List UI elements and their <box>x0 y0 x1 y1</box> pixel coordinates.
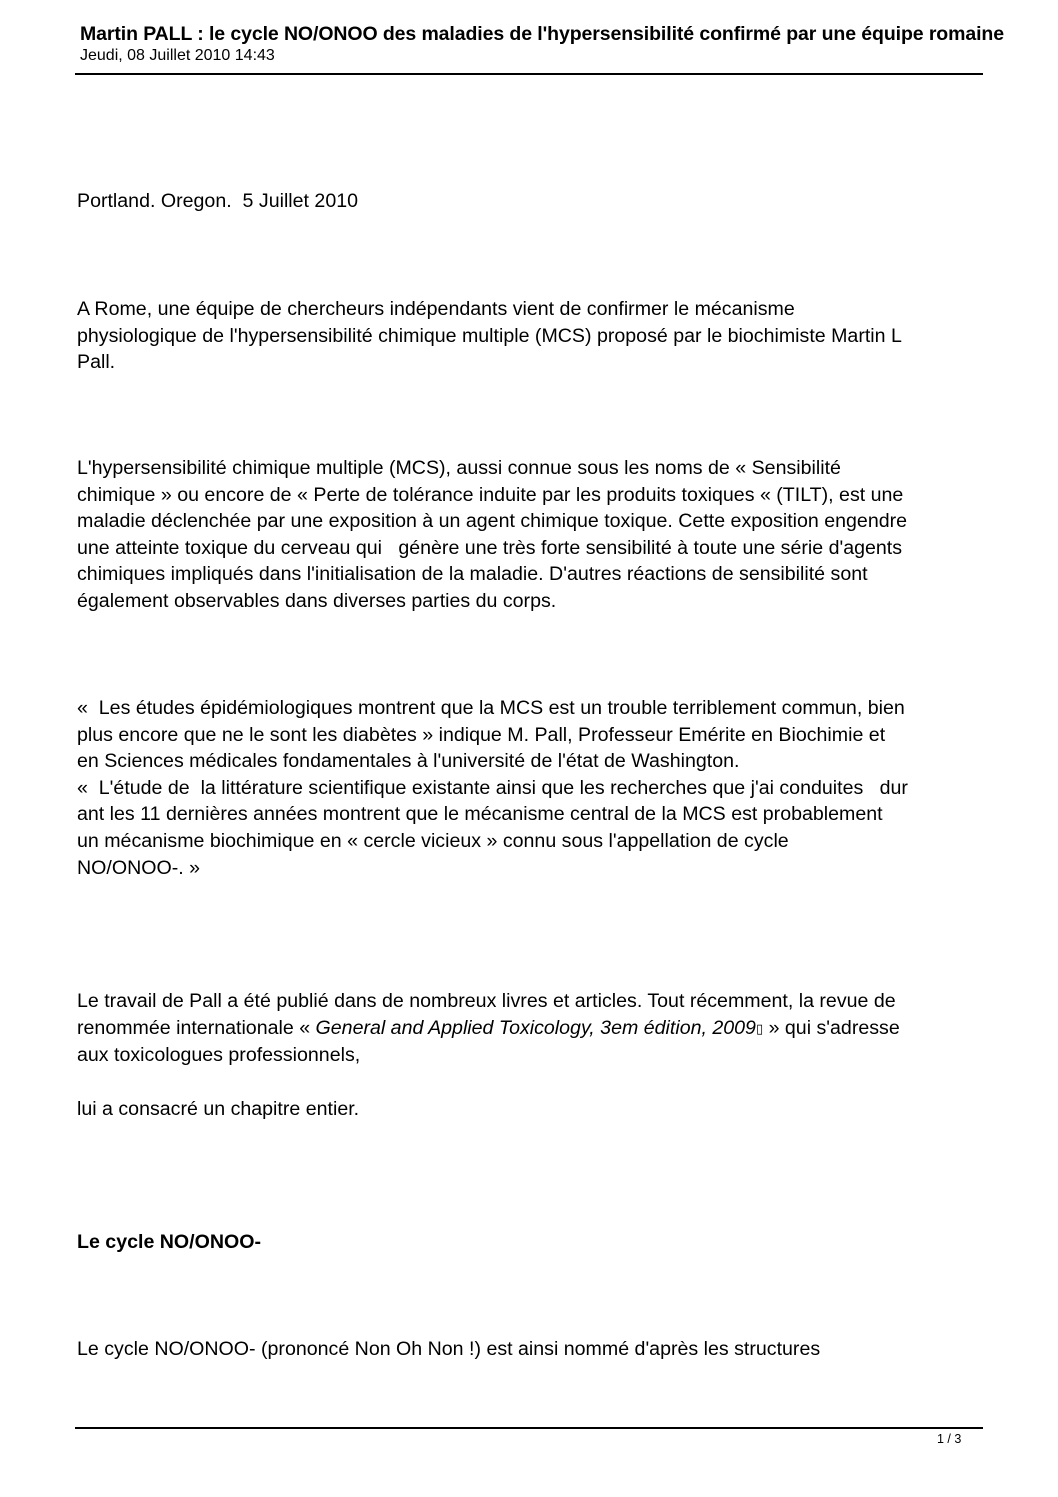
section-heading-text: Le cycle NO/ONOO- <box>77 1231 262 1253</box>
page-number: 1 / 3 <box>937 1432 962 1446</box>
paragraph-line: chimiques impliqués dans l'initialisation de la maladie. D'autres réactions de sensibilité sont <box>77 563 868 586</box>
paragraph-line: physiologique de l'hypersensibilité chimique multiple (MCS) proposé par le biochimiste Martin L <box>77 324 902 347</box>
paragraph-2 <box>77 455 997 615</box>
paragraph-line-with-citation <box>77 1015 997 1043</box>
paragraph-line: également observables dans diverses parties du corps. <box>77 589 557 612</box>
paragraph-line: une atteinte toxique du cerveau qui génère une très forte sensibilité à toute une série d'agents <box>77 536 903 559</box>
paragraph-6 <box>77 1336 997 1363</box>
paragraph-line: A Rome, une équipe de chercheurs indépendants vient de confirmer le mécanisme <box>77 298 795 320</box>
missing-glyph-icon: ▯ <box>755 1020 764 1036</box>
paragraph-line: maladie déclenchée par une exposition à un agent chimique toxique. Cette exposition engendre <box>77 510 908 533</box>
paragraph-line: ant les 11 dernières années montrent que le mécanisme central de la MCS est probablement <box>77 803 883 826</box>
paragraph-line: « Les études épidémiologiques montrent que la MCS est un trouble terriblement commun, bien <box>77 697 905 719</box>
paragraph-4 <box>77 988 997 1069</box>
paragraph-line: plus encore que ne le sont les diabètes » indique M. Pall, Professeur Emérite en Biochimie et <box>77 723 886 746</box>
paragraph-5 <box>77 1096 997 1123</box>
paragraph-line: en Sciences médicales fondamentales à l'université de l'état de Washington. <box>77 750 740 773</box>
paragraph-line: Pall. <box>77 351 116 374</box>
paragraph-3-quote <box>77 695 997 881</box>
article-title: Martin PALL : le cycle NO/ONOO des maladies de l'hypersensibilité confirmé par une équipe romaine <box>80 23 1004 45</box>
paragraph-line: L'hypersensibilité chimique multiple (MCS), aussi connue sous les noms de « Sensibilité <box>77 457 841 479</box>
paragraph-line: aux toxicologues professionnels, <box>77 1044 361 1067</box>
page-header <box>80 22 1040 66</box>
citation-prefix: renommée internationale « <box>77 1016 316 1039</box>
footer-divider <box>75 1427 983 1429</box>
journal-citation: General and Applied Toxicology, 3em édition, 2009 <box>315 1016 756 1039</box>
paragraph-line: Le travail de Pall a été publié dans de nombreux livres et articles. Tout récemment, la revue de <box>77 990 896 1012</box>
paragraph-line: NO/ONOO-. » <box>77 856 201 879</box>
paragraph-1 <box>77 296 997 376</box>
paragraph-line: lui a consacré un chapitre entier. <box>77 1098 360 1120</box>
dateline-text: Portland. Oregon. 5 Juillet 2010 <box>77 190 359 212</box>
paragraph-line: chimique » ou encore de « Perte de tolérance induite par les produits toxiques « (TILT), est une <box>77 483 904 506</box>
section-heading <box>77 1229 997 1256</box>
dateline <box>77 188 997 215</box>
article-date: Jeudi, 08 Juillet 2010 14:43 <box>80 47 275 64</box>
header-divider <box>75 73 983 75</box>
citation-suffix: » qui s'adresse <box>763 1016 900 1039</box>
paragraph-line: un mécanisme biochimique en « cercle vicieux » connu sous l'appellation de cycle <box>77 829 789 852</box>
paragraph-line: Le cycle NO/ONOO- (prononcé Non Oh Non !) est ainsi nommé d'après les structures <box>77 1338 821 1360</box>
paragraph-line: « L'étude de la littérature scientifique existante ainsi que les recherches que j'ai conduites dur <box>77 776 908 799</box>
